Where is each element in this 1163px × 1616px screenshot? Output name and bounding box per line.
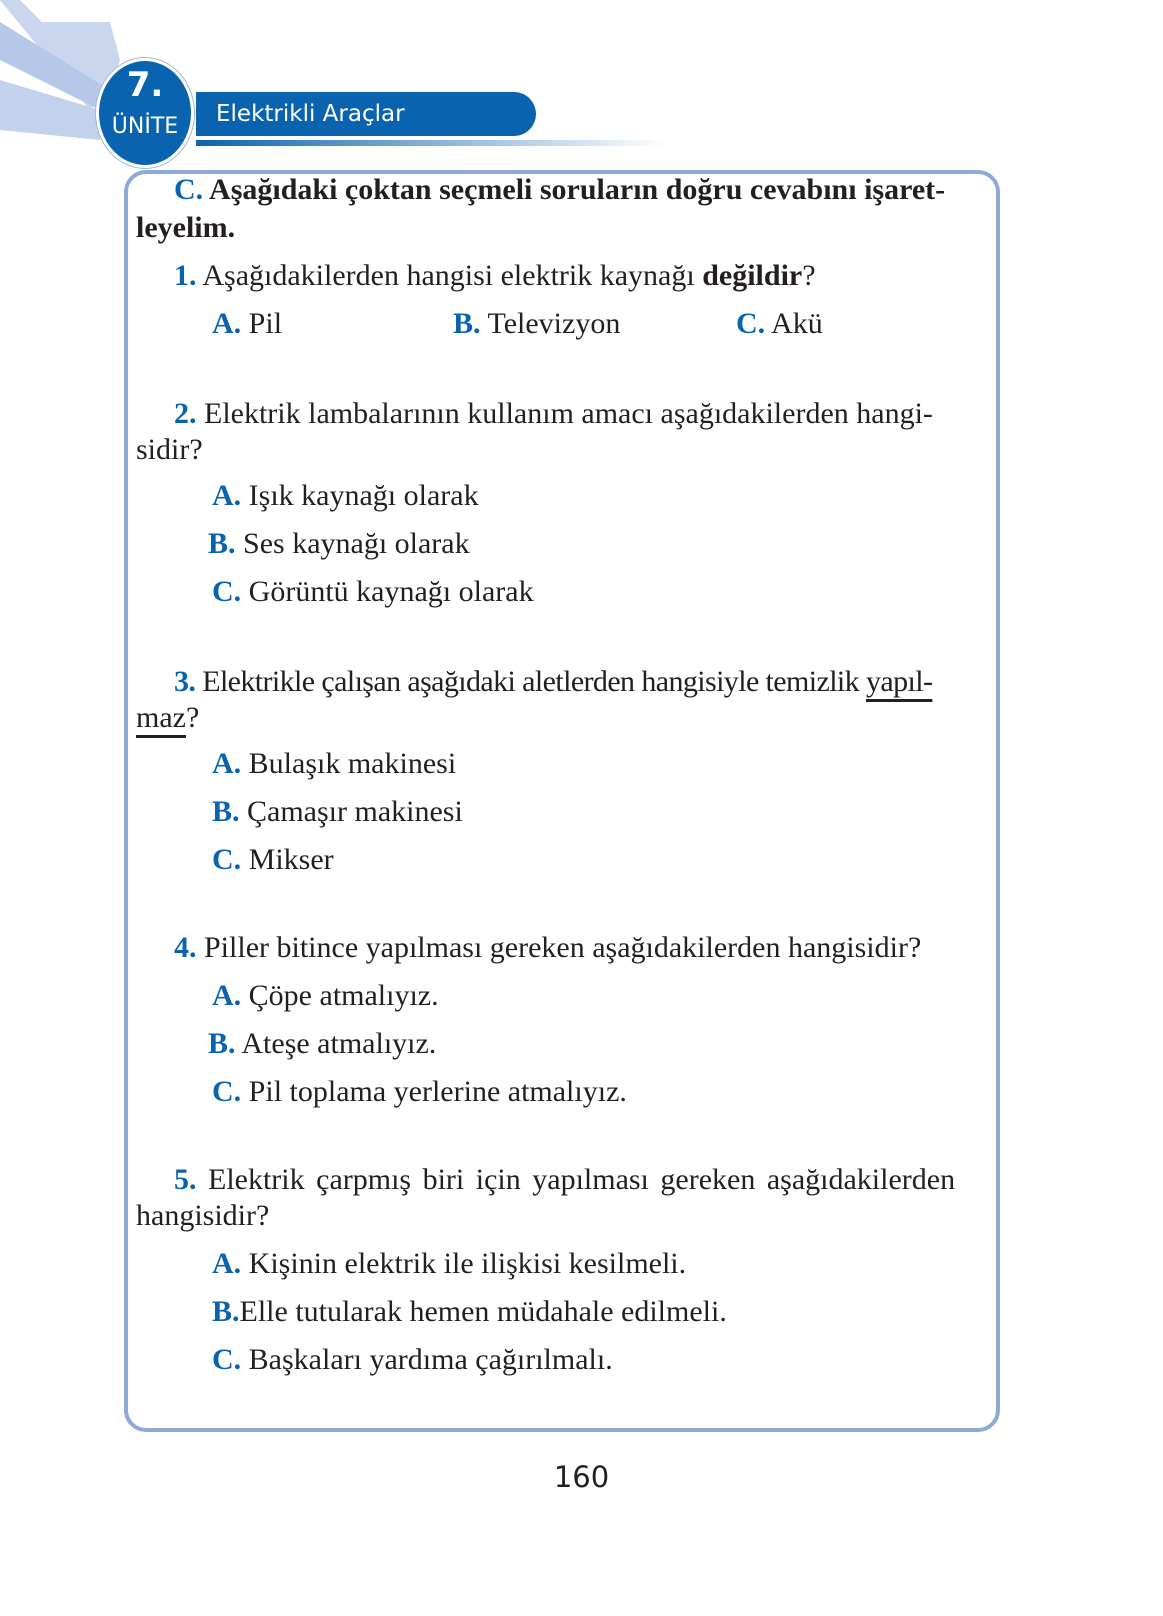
question-3: 3. Elektrikle çalışan aşağıdaki aletlerden hangisiyle temizlik yapıl- [174,665,933,698]
chapter-title: Elektrikli Araçlar [196,92,536,136]
q1-option-a[interactable]: A. Pil [212,307,283,340]
question-2-cont: sidir? [136,433,203,466]
question-5: 5. Elektrik çarpmış biri için yapılması gereken aşağıdakilerden [174,1163,956,1196]
title-underline [196,140,666,146]
question-1: 1. Aşağıdakilerden hangisi elektrik kaynağı değildir? [174,259,816,292]
section-instruction-cont: leyelim. [136,211,236,244]
unit-label: ÜNİTE [111,114,179,139]
unit-number: 7. [126,65,164,105]
q4-option-c[interactable]: C. Pil toplama yerlerine atmalıyız. [212,1075,627,1108]
q5-option-c[interactable]: C. Başkaları yardıma çağırılmalı. [212,1343,613,1376]
question-3-cont: maz? [136,701,200,734]
q3-option-b[interactable]: B. Çamaşır makinesi [212,795,463,828]
q5-option-b[interactable]: B.Elle tutularak hemen müdahale edilmeli. [212,1295,727,1328]
q4-option-a[interactable]: A. Çöpe atmalıyız. [212,979,439,1012]
q3-option-c[interactable]: C. Mikser [212,843,334,876]
question-4: 4. Piller bitince yapılması gereken aşağıdakilerden hangisidir? [174,931,922,964]
page-number: 160 [553,1460,610,1494]
q5-option-a[interactable]: A. Kişinin elektrik ile ilişkisi kesilmeli. [212,1247,687,1280]
section-letter: C. [174,173,204,206]
q2-option-a[interactable]: A. Işık kaynağı olarak [212,479,479,512]
q4-option-b[interactable]: B. Ateşe atmalıyız. [208,1027,437,1060]
section-instruction: C. Aşağıdaki çoktan seçmeli soruların doğru cevabını işaret- [174,173,946,206]
unit-badge [96,58,194,168]
question-5-cont: hangisidir? [136,1199,270,1232]
q3-option-a[interactable]: A. Bulaşık makinesi [212,747,457,780]
question-2: 2. Elektrik lambalarının kullanım amacı aşağıdakilerden hangi- [174,397,933,430]
q2-option-b[interactable]: B. Ses kaynağı olarak [208,527,470,560]
q2-option-c[interactable]: C. Görüntü kaynağı olarak [212,575,534,608]
q1-option-b[interactable]: B. Televizyon [453,307,621,340]
q1-option-c[interactable]: C. Akü [736,307,823,340]
